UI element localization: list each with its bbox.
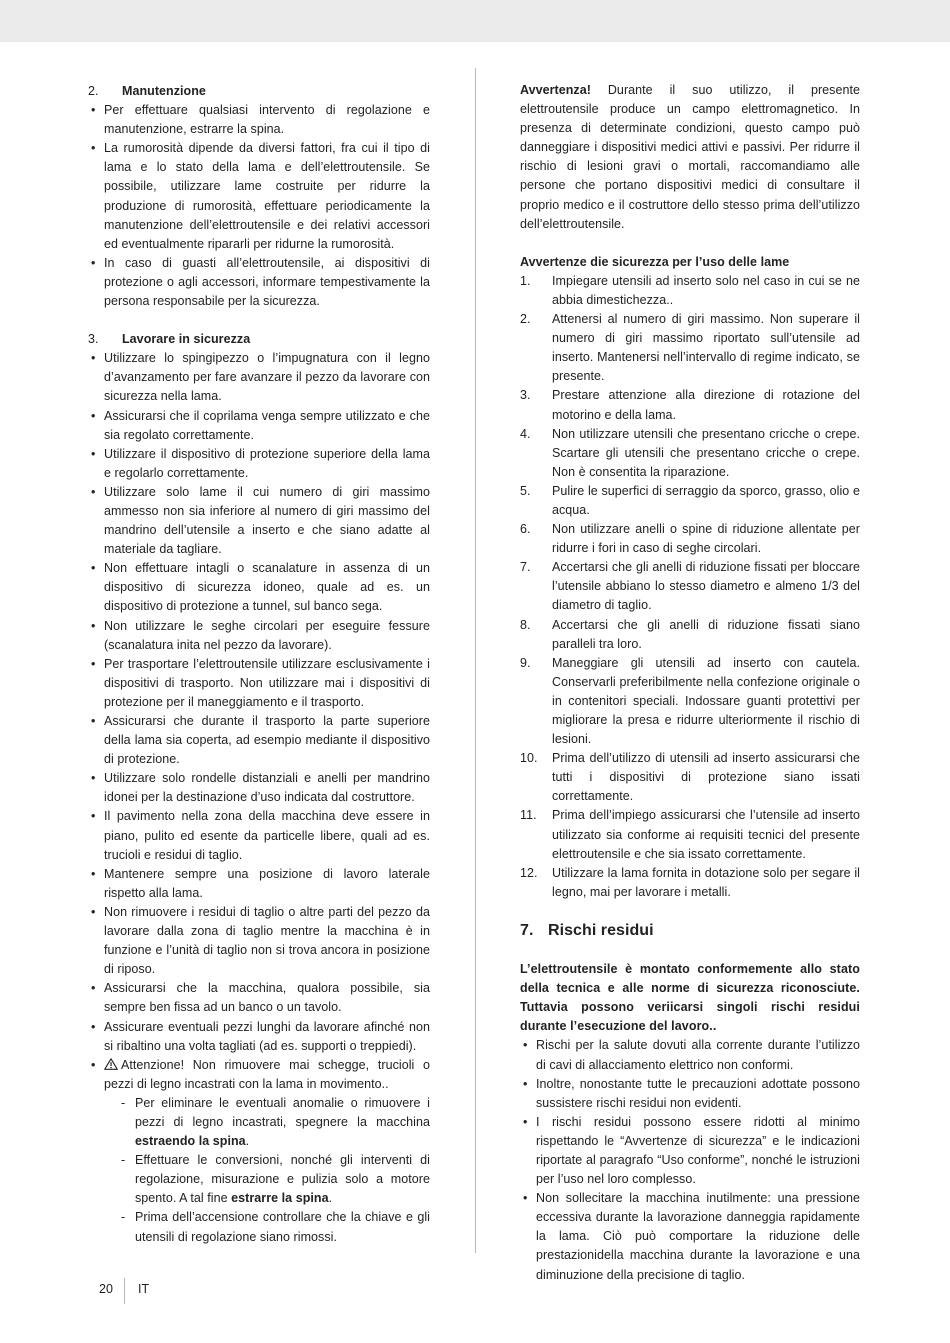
numbered-item <box>520 520 860 558</box>
chapter-7-title: Rischi residui <box>548 921 654 939</box>
footer-separator <box>124 1278 125 1304</box>
item-text: Prima dell’utilizzo di utensili ad inserto assicurarsi che tutti i dispositivi di protezione siano issati correttamente. <box>552 751 860 804</box>
numbered-item <box>520 558 860 615</box>
chapter-7-number: 7. <box>520 921 534 939</box>
warning-triangle-icon <box>104 1058 118 1070</box>
list-item: • Non utilizzare le seghe circolari per eseguire fessure (scanalatura inita nel pezzo da lavorare). <box>88 617 430 655</box>
section-2-list <box>88 101 430 311</box>
list-item: • Non rimuovere i residui di taglio o altre parti del pezzo da lavorare dalla zona di taglio mentre la macchina è in funzione e l’unità di taglio non si trova ancora in posizione di riposo. <box>88 903 430 979</box>
list-item: • Il pavimento nella zona della macchina deve essere in piano, pulito ed esente da particelle libere, quali ad es. trucioli e residui di taglio. <box>88 807 430 864</box>
section-3-number: 3. <box>88 332 99 347</box>
dash-bold-text: estraendo la spina <box>135 1134 246 1149</box>
numbered-item <box>520 864 860 902</box>
blades-heading: Avvertenze die sicurezza per l’uso delle lame <box>520 254 790 269</box>
item-number: 9. <box>520 655 531 670</box>
numbered-item <box>520 310 860 386</box>
blades-list <box>520 272 860 902</box>
item-text: Accertarsi che gli anelli di riduzione fissati per bloccare l’utensile abbiano lo stesso diametro e almeno 1/3 del diametro di taglio. <box>552 560 860 613</box>
item-text: Utilizzare la lama fornita in dotazione solo per segare il legno, mai per lavorare i metalli. <box>552 865 860 899</box>
list-item: • Non effettuare intagli o scanalature in assenza di un dispositivo di sicurezza idoneo, quale ad es. un dispositivo di protezione a tunnel, sul banco sega. <box>88 559 430 616</box>
language-code: IT <box>138 1282 150 1296</box>
list-item: • Mantenere sempre una posizione di lavoro laterale rispetto alla lama. <box>88 865 430 903</box>
warning-text: Attenzione! Non rimuovere mai schegge, trucioli o pezzi di legno incastrati con la lama in movimento.. <box>104 1057 430 1091</box>
column-divider <box>475 68 476 1253</box>
list-item: • Assicurarsi che la macchina, qualora possibile, sia sempre ben fissa ad un banco o un tavolo. <box>88 979 430 1017</box>
list-item: • Utilizzare il dispositivo di protezione superiore della lama e regolarlo correttamente. <box>88 445 430 483</box>
item-number: 2. <box>520 312 531 327</box>
dash-item <box>119 1094 430 1151</box>
list-item: • Utilizzare lo spingipezzo o l’impugnatura con il legno d’avanzamento per fare avanzare il pezzo da lavorare con sicurezza nella lama. <box>88 349 430 406</box>
dash-item <box>119 1151 430 1208</box>
section-2-heading <box>88 82 430 101</box>
left-column <box>88 82 430 1247</box>
item-number: 3. <box>520 388 531 403</box>
numbered-item <box>520 386 860 424</box>
item-text: Attenersi al numero di giri massimo. Non superare il numero di giri massimo riportato sull’utensile ad inserto. Mantenersi nell’intervallo di regime indicato, se presente. <box>552 312 860 384</box>
list-item: • Assicurare eventuali pezzi lunghi da lavorare afinché non si ribaltino una volta tagliati (ad es. supporti o treppiedi). <box>88 1018 430 1056</box>
list-item: • Per effettuare qualsiasi intervento di regolazione e manutenzione, estrarre la spina. <box>88 101 430 139</box>
item-number: 12. <box>520 865 538 880</box>
dash-list <box>88 1094 430 1247</box>
list-item: • Utilizzare solo rondelle distanziali e anelli per mandrino idonei per la destinazione d’uso indicata dal costruttore. <box>88 769 430 807</box>
item-text: Maneggiare gli utensili ad inserto con cautela. Conservarli preferibilmente nella confezione originale o in contenitori speciali. Indossare guanti protettivi per migliorare la presa e ridurre ulteriormente il rischio di lesioni. <box>552 655 860 747</box>
item-number: 5. <box>520 483 531 498</box>
item-number: 1. <box>520 273 531 288</box>
section-2-number: 2. <box>88 84 99 98</box>
item-text: Impiegare utensili ad inserto solo nel caso in cui se ne abbia dimestichezza.. <box>552 273 860 307</box>
item-number: 4. <box>520 426 531 441</box>
section-3-list <box>88 349 430 1094</box>
numbered-item <box>520 272 860 310</box>
list-item: • Assicurarsi che il coprilama venga sempre utilizzato e che sia regolato correttamente. <box>88 407 430 445</box>
section-3-title: Lavorare in sicurezza <box>122 332 251 347</box>
warning-list-item <box>88 1056 430 1094</box>
numbered-item <box>520 482 860 520</box>
numbered-item <box>520 654 860 749</box>
numbered-item <box>520 749 860 806</box>
list-item: • La rumorosità dipende da diversi fattori, fra cui il tipo di lama e lo stato della lama e dell’elettroutensile. Se possibile, utilizzare lame costruite per ridurre la produzione di rumorosità, effettuare periodicamente la manutenzione dell’elettroutensile e dei relativi accessori ed eventualmente ripararli per ridurne la rumorosità. <box>88 139 430 254</box>
item-number: 8. <box>520 617 531 632</box>
page-number: 20 <box>99 1282 113 1296</box>
dash-text: Effettuare le conversioni, nonché gli interventi di regolazione, misurazione e pulizia solo a motore spento. A tal fine <box>135 1153 430 1206</box>
list-item: • Per trasportare l’elettroutensile utilizzare esclusivamente i dispositivi di trasporto. Non utilizzare mai i dispositivi di protezione per il maneggiamento e il trasporto. <box>88 655 430 712</box>
section-2-title: Manutenzione <box>122 84 206 98</box>
list-item: • Rischi per la salute dovuti alla corrente durante l’utilizzo di cavi di allacciamento elettrico non conformi. <box>520 1036 860 1074</box>
numbered-item <box>520 806 860 863</box>
list-item: • Assicurarsi che durante il trasporto la parte superiore della lama sia coperta, ad esempio mediante il dispositivo di protezione. <box>88 712 430 769</box>
chapter-7-list <box>520 1036 860 1284</box>
item-text: Pulire le superfici di serraggio da sporco, grasso, olio e acqua. <box>552 483 860 517</box>
item-text: Prima dell’impiego assicurarsi che l’utensile ad inserto utilizzato sia conforme ai requisiti tecnici del presente elettroutensile e che sia issato correttamente. <box>552 808 860 861</box>
dash-item: - Prima dell’accensione controllare che la chiave e gli utensili di regolazione siano rimossi. <box>119 1208 430 1246</box>
item-text: Accertarsi che gli anelli di riduzione fissati siano paralleli tra loro. <box>552 617 860 651</box>
chapter-7-heading <box>520 921 860 940</box>
list-item: • Non sollecitare la macchina inutilmente: una pressione eccessiva durante la lavorazione danneggia rapidamente la lama. Ciò può comportare la riduzione delle prestazionidella macchina durante la lavorazione e una diminuzione della precisione di taglio. <box>520 1189 860 1284</box>
list-item: • I rischi residui possono essere ridotti al minimo rispettando le “Avvertenze di sicurezza” e le indicazioni riportate al paragrafo “Uso conforme”, nonché le istruzioni per l’uso nel loro complesso. <box>520 1113 860 1189</box>
numbered-item <box>520 425 860 482</box>
list-item: • In caso di guasti all’elettroutensile, ai dispositivi di protezione o agli accessori, informare tempestivamente la persona responsabile per la sicurezza. <box>88 254 430 311</box>
list-item: • Inoltre, nonostante tutte le precauzioni adottate possono sussistere rischi residui non evidenti. <box>520 1075 860 1113</box>
numbered-item <box>520 616 860 654</box>
dash-text: . <box>328 1191 333 1206</box>
right-column <box>520 81 860 1285</box>
chapter-7-intro: L’elettroutensile è montato conformemente allo stato della tecnica e alle norme di sicurezza riconosciute. Tuttavia possono veriicarsi singoli rischi residui durante l’esecuzione del lavoro.. <box>520 962 860 1034</box>
item-text: Non utilizzare utensili che presentano cricche o crepe. Scartare gli utensili che presentano cricche o crepe. Non è consentita la riparazione. <box>552 426 860 479</box>
dash-bold-text: estrarre la spina <box>231 1191 329 1206</box>
dash-text: . <box>245 1134 250 1149</box>
warning-body: Durante il suo utilizzo, il presente elettroutensile produce un campo elettromagnetico. In presenza di determinate condizioni, questo campo può danneggiare i dispositivi medici attivi e passivi. Per ridurre il rischio di lesioni gravi o mortali, raccomandiamo alle persone che portano dispositivi medici di consultare il proprio medico e il costruttore dello stesso prima dell’utilizzo dell’elettroutensile. <box>520 83 860 231</box>
warning-label: Avvertenza! <box>520 83 591 97</box>
item-text: Prestare attenzione alla direzione di rotazione del motorino e della lama. <box>552 388 860 422</box>
item-number: 7. <box>520 560 531 575</box>
item-number: 6. <box>520 522 531 537</box>
item-number: 11. <box>520 808 537 823</box>
emf-warning-paragraph <box>520 81 860 234</box>
dash-text: Per eliminare le eventuali anomalie o rimuovere i pezzi di legno incastrati, spegnere la macchina <box>135 1095 430 1129</box>
section-3-heading <box>88 330 430 349</box>
list-item: • Utilizzare solo lame il cui numero di giri massimo ammesso non sia inferiore al numero di giri massimo del mandrino dell’utensile a inserto e che siano adatte al materiale da tagliare. <box>88 483 430 559</box>
top-band <box>0 0 950 42</box>
item-number: 10. <box>520 751 538 766</box>
item-text: Non utilizzare anelli o spine di riduzione allentate per ridurre i fori in caso di seghe circolari. <box>552 522 860 556</box>
